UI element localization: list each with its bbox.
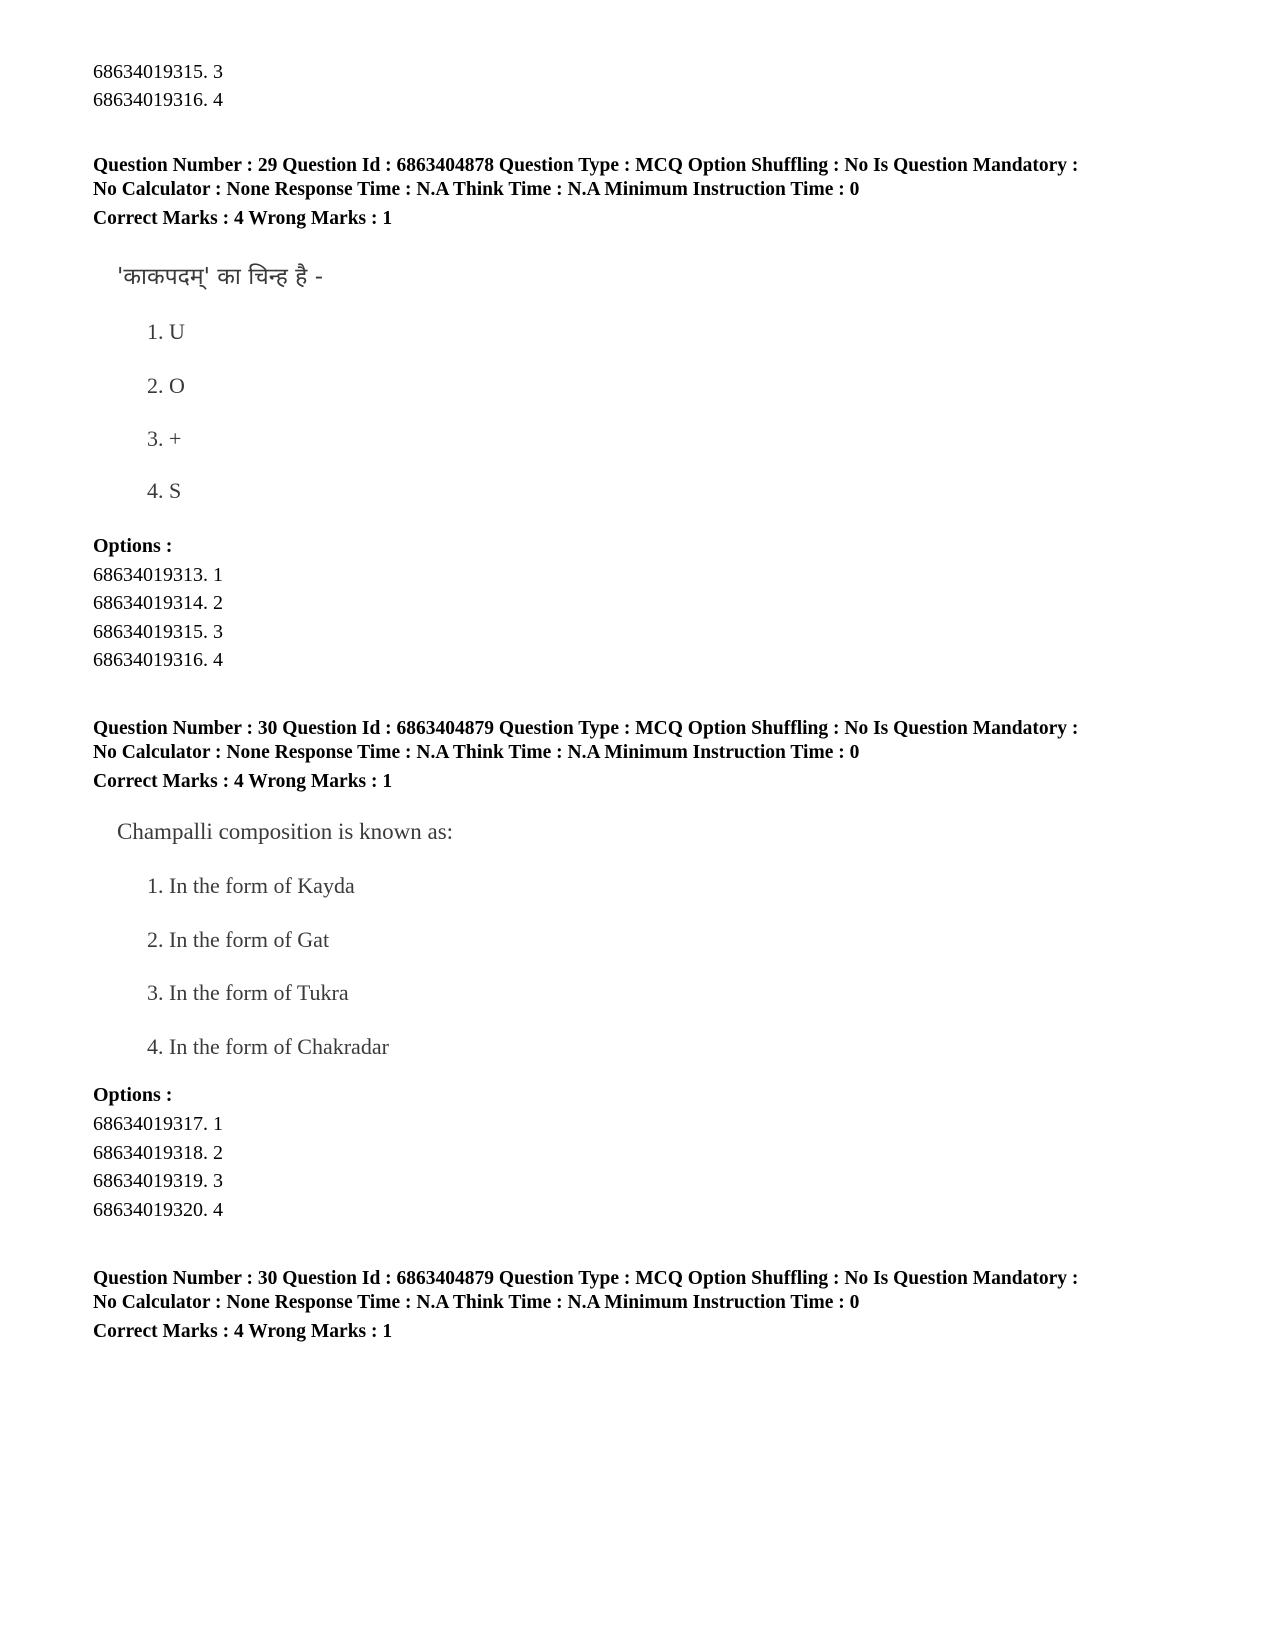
question-header-line: No Calculator : None Response Time : N.A Think Time : N.A Minimum Instruction Time : 0 xyxy=(93,179,860,200)
options-label: Options : xyxy=(93,1084,173,1106)
question-header-line: Question Number : 29 Question Id : 6863404878 Question Type : MCQ Option Shuffling : No Is Question Mandatory : xyxy=(93,155,1079,176)
option-line: 68634019316. 4 xyxy=(93,89,223,111)
question-header xyxy=(93,154,1213,231)
question-choice: 3. In the form of Tukra xyxy=(147,980,349,1005)
question-header-line: No Calculator : None Response Time : N.A Think Time : N.A Minimum Instruction Time : 0 xyxy=(93,1292,860,1313)
marks-line: Correct Marks : 4 Wrong Marks : 1 xyxy=(93,208,393,229)
question-header xyxy=(93,717,1213,794)
option-line: 68634019317. 1 xyxy=(93,1113,223,1135)
question-image xyxy=(117,262,323,503)
question-choice: 4. In the form of Chakradar xyxy=(147,1034,389,1059)
option-line: 68634019319. 3 xyxy=(93,1170,223,1192)
option-line: 68634019320. 4 xyxy=(93,1199,223,1221)
question-choice: 1. U xyxy=(147,319,185,344)
question-header xyxy=(93,1267,1213,1344)
question-choice: 1. In the form of Kayda xyxy=(147,873,355,898)
option-line: 68634019314. 2 xyxy=(93,592,223,614)
option-line: 68634019316. 4 xyxy=(93,649,223,671)
question-choice: 2. In the form of Gat xyxy=(147,927,330,952)
question-image xyxy=(117,817,454,1059)
marks-line: Correct Marks : 4 Wrong Marks : 1 xyxy=(93,1321,393,1342)
option-line: 68634019313. 1 xyxy=(93,564,223,586)
option-line: 68634019318. 2 xyxy=(93,1142,223,1164)
option-line: 68634019315. 3 xyxy=(93,61,223,83)
question-header-line: No Calculator : None Response Time : N.A Think Time : N.A Minimum Instruction Time : 0 xyxy=(93,742,860,763)
question-choice: 2. O xyxy=(147,373,185,398)
question-choice: 3. + xyxy=(147,426,182,451)
question-stem: Champalli composition is known as: xyxy=(117,819,454,844)
marks-line: Correct Marks : 4 Wrong Marks : 1 xyxy=(93,771,393,792)
options-label: Options : xyxy=(93,535,173,557)
question-choice: 4. S xyxy=(147,478,182,503)
question-header-line: Question Number : 30 Question Id : 6863404879 Question Type : MCQ Option Shuffling : No Is Question Mandatory : xyxy=(93,718,1079,739)
option-line: 68634019315. 3 xyxy=(93,621,223,643)
question-stem: 'काकपदम्' का चिन्ह है - xyxy=(117,264,323,290)
question-header-line: Question Number : 30 Question Id : 6863404879 Question Type : MCQ Option Shuffling : No Is Question Mandatory : xyxy=(93,1268,1079,1289)
